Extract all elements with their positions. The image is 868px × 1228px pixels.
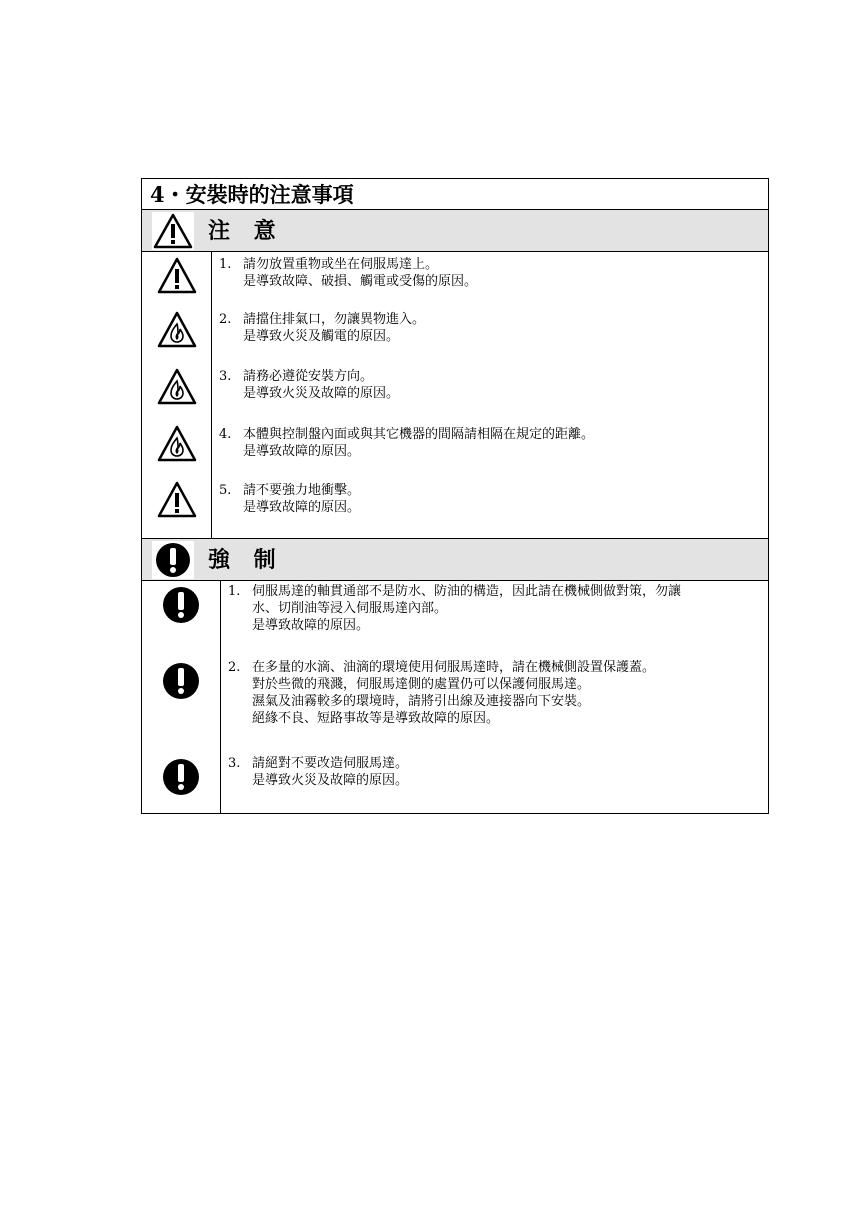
item-line: 是導致故障、破損、觸電或受傷的原因。 xyxy=(243,274,478,289)
item-body xyxy=(252,583,681,634)
item-line: 是導致火災及觸電的原因。 xyxy=(243,329,400,344)
mandatory-exclamation-icon xyxy=(160,757,202,797)
item-body xyxy=(243,426,594,460)
item-number: 3. xyxy=(219,369,232,384)
item-line: 是導致故障的原因。 xyxy=(252,618,370,633)
item-number: 4. xyxy=(219,427,232,442)
item-line: 是導致故障的原因。 xyxy=(243,500,361,515)
item-line: 請不要強力地衝擊。 xyxy=(243,483,361,498)
item-line: 絕緣不良、短路事故等是導致故障的原因。 xyxy=(252,711,500,726)
caution-header xyxy=(142,210,768,252)
fire-warning-icon xyxy=(156,424,198,464)
warning-triangle-icon xyxy=(152,212,194,250)
caution-text-column xyxy=(212,252,768,538)
item-number: 2. xyxy=(228,660,241,675)
item-line: 請勿放置重物或坐在伺服馬達上。 xyxy=(243,257,439,272)
item-line: 是導致火災及故障的原因。 xyxy=(252,773,409,788)
item-line: 在多量的水滴、油滴的環境使用伺服馬達時，請在機械側設置保護蓋。 xyxy=(252,660,656,675)
item-line: 請擋住排氣口，勿讓異物進入。 xyxy=(243,312,426,327)
item-line: 是導致火災及故障的原因。 xyxy=(243,386,400,401)
item-line: 對於些微的飛濺，伺服馬達側的處置仍可以保護伺服馬達。 xyxy=(252,677,591,692)
mandatory-label: 強 制 xyxy=(208,547,284,573)
mandatory-exclamation-icon xyxy=(160,661,202,701)
warning-triangle-icon xyxy=(156,480,198,520)
fire-warning-icon xyxy=(156,310,198,350)
mandatory-icon-column xyxy=(142,581,221,813)
item-number: 5. xyxy=(219,483,232,498)
caution-icon-column xyxy=(142,252,212,538)
item-body xyxy=(243,368,399,402)
item-number: 1. xyxy=(228,584,241,599)
caution-label: 注 意 xyxy=(208,218,284,244)
warning-triangle-icon xyxy=(156,256,198,296)
mandatory-items xyxy=(142,581,768,813)
item-body xyxy=(243,482,360,516)
safety-notice-table xyxy=(141,178,769,814)
mandatory-exclamation-icon xyxy=(152,541,194,579)
item-body xyxy=(252,659,655,727)
item-body xyxy=(252,755,408,789)
item-body xyxy=(243,256,477,290)
section-title: 4・安裝時的注意事項 xyxy=(142,179,768,210)
mandatory-text-column xyxy=(221,581,768,813)
item-line: 濕氣及油霧較多的環境時，請將引出線及連接器向下安裝。 xyxy=(252,694,591,709)
item-line: 是導致故障的原因。 xyxy=(243,444,361,459)
caution-items xyxy=(142,252,768,539)
item-line: 請絕對不要改造伺服馬達。 xyxy=(252,756,409,771)
item-line: 伺服馬達的軸貫通部不是防水、防油的構造，因此請在機械側做對策，勿讓 xyxy=(252,584,682,599)
fire-warning-icon xyxy=(156,367,198,407)
item-number: 3. xyxy=(228,756,241,771)
mandatory-header xyxy=(142,539,768,581)
item-line: 請務必遵從安裝方向。 xyxy=(243,369,374,384)
item-line: 水、切削油等浸入伺服馬達內部。 xyxy=(252,601,448,616)
item-number: 2. xyxy=(219,312,232,327)
mandatory-exclamation-icon xyxy=(160,585,202,625)
item-number: 1. xyxy=(219,257,232,272)
item-line: 本體與控制盤內面或與其它機器的間隔請相隔在規定的距離。 xyxy=(243,427,595,442)
item-body xyxy=(243,311,425,345)
